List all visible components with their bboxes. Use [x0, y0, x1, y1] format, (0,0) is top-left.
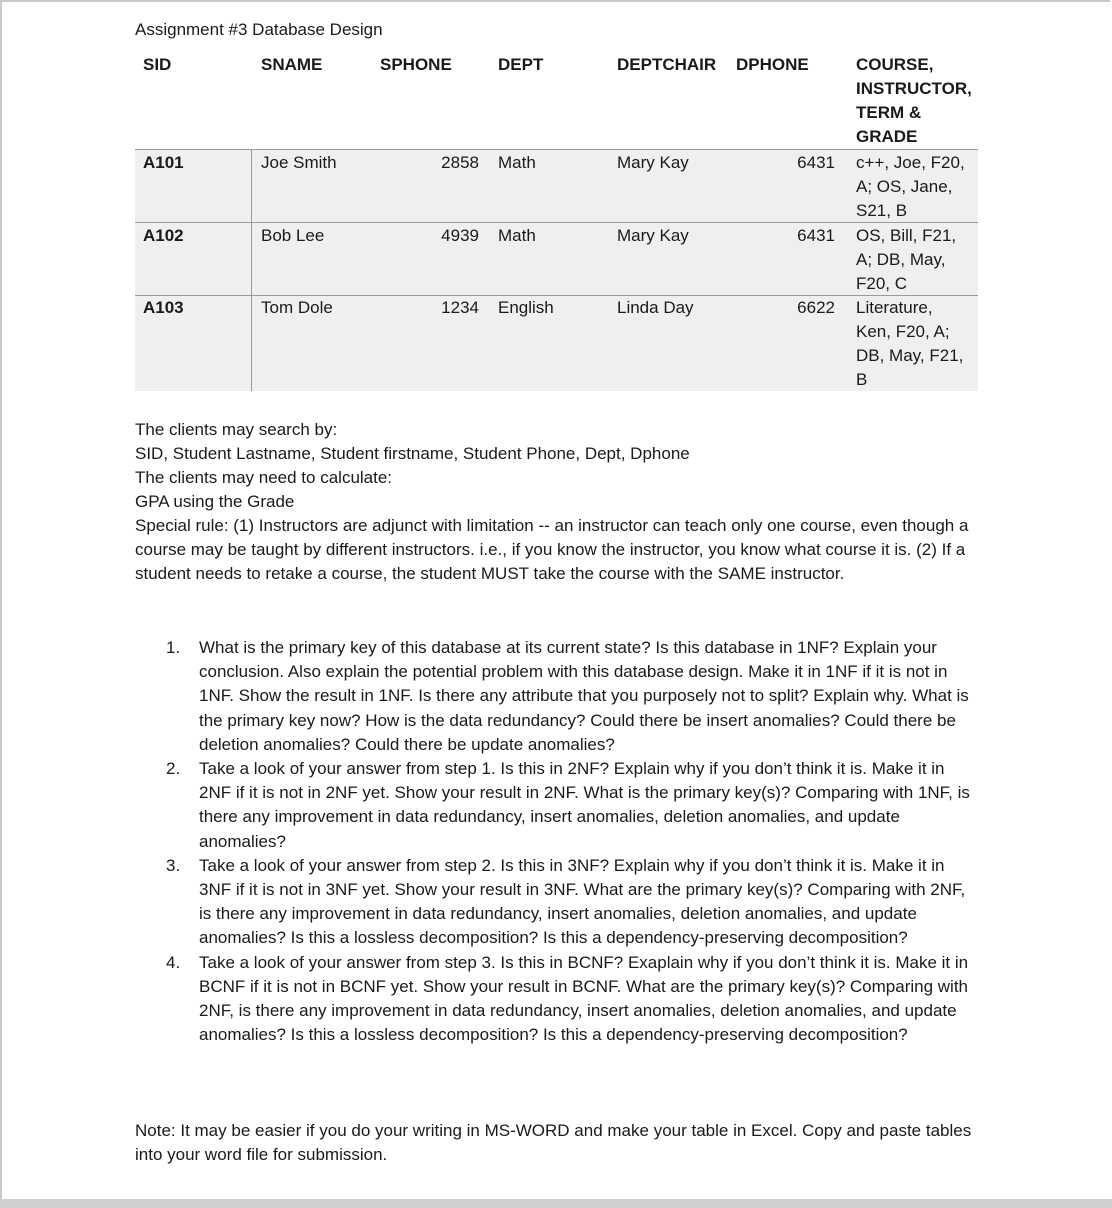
submission-note: Note: It may be easier if you do your writing in MS-WORD and make your table in Excel. Copy and paste tables into your word file for submission. [135, 1121, 972, 1164]
question-text: Take a look of your answer from step 1. Is this in 2NF? Explain why if you don’t think it is. Make it in 2NF if it is not in 2NF yet. Show your result in 2NF. What is the primary key(s)? Comparing with 1NF, is there any improvement in data redundancy, insert anomalies, deletion anomalies, and update anomalies? [199, 759, 970, 851]
course-line: F20, C [856, 274, 908, 293]
question-number: 3. [166, 855, 181, 875]
list-item [135, 854, 975, 951]
course-line: B [856, 370, 868, 389]
course-line: OS, Bill, F21, [856, 226, 957, 245]
row-divider [135, 149, 978, 150]
cell-dphone: 6431 [797, 153, 835, 172]
cell-sname: Tom Dole [261, 298, 333, 317]
search-intro: The clients may search by: [135, 420, 338, 439]
course-line: S21, B [856, 201, 908, 220]
table-body-background [135, 149, 978, 391]
header-sname: SNAME [261, 55, 323, 74]
cell-deptchair: Mary Kay [617, 226, 689, 245]
course-line: Literature, [856, 298, 933, 317]
cell-course [856, 224, 981, 296]
cell-sname: Joe Smith [261, 153, 337, 172]
course-line: c++, Joe, F20, [856, 153, 965, 172]
cell-dphone: 6622 [797, 298, 835, 317]
course-line: DB, May, F21, [856, 346, 964, 365]
header-dept: DEPT [498, 55, 544, 74]
cell-sphone: 4939 [441, 226, 479, 245]
list-item [135, 951, 975, 1048]
cell-deptchair: Linda Day [617, 298, 694, 317]
question-text: Take a look of your answer from step 2. Is this in 3NF? Explain why if you don’t think it is. Make it in 3NF if it is not in 3NF yet. Show your result in 3NF. What are the primary key(s)? Comparing with 2NF, is there any improvement in data redundancy, insert anomalies, deletion anomalies, and update anomalies? Is this a lossless decomposition? Is this a dependency-preserving decomposition? [199, 855, 966, 948]
cell-course [856, 296, 981, 392]
header-course-line: INSTRUCTOR, [856, 79, 972, 98]
cell-dept: Math [498, 153, 536, 172]
cell-dphone: 6431 [797, 226, 835, 245]
header-deptchair: DEPTCHAIR [617, 55, 717, 74]
cell-sname: Bob Lee [261, 226, 325, 245]
header-course-line: TERM & [856, 103, 922, 122]
window-bottom-edge [0, 1199, 1112, 1208]
cell-sphone: 2858 [441, 153, 479, 172]
cell-sid: A101 [143, 153, 184, 172]
header-course-line: GRADE [856, 127, 918, 146]
special-rule: Special rule: (1) Instructors are adjunct with limitation -- an instructor can teach only one course, even though a course may be taught by different instructors. i.e., if you know the instructor, you know what course it is. (2) If a student needs to retake a course, the student MUST take the course with the SAME instructor. [135, 516, 969, 583]
cell-sid: A102 [143, 226, 184, 245]
question-number: 1. [166, 638, 181, 657]
header-course [856, 53, 972, 149]
list-item [135, 757, 975, 854]
course-line: A; DB, May, [856, 250, 946, 269]
header-course-line: COURSE, [856, 55, 934, 74]
calculate-gpa: GPA using the Grade [135, 492, 295, 511]
document-title: Assignment #3 Database Design [135, 20, 383, 39]
header-sphone: SPHONE [380, 55, 452, 74]
cell-dept: English [498, 298, 554, 317]
list-item [135, 636, 975, 757]
question-text: Take a look of your answer from step 3. Is this in BCNF? Exaplain why if you don’t think it is. Make it in BCNF if it is not in BCNF yet. Show your result in BCNF. What are the primary key(s)? Comparing with 2NF, is there any improvement in data redundancy, insert anomalies, deletion anomalies, and update anomalies? Is this a lossless decomposition? Is this a dependency-preserving decomposition? [199, 952, 969, 1045]
header-sid: SID [143, 55, 172, 74]
question-number: 4. [166, 952, 181, 972]
course-line: Ken, F20, A; [856, 322, 950, 341]
question-text: What is the primary key of this database at its current state? Is this database in 1NF? Explain your conclusion. Also explain the potential problem with this database design. Make it in 1NF if it is not in 1NF. Show the result in 1NF. Is there any attribute that you purposely not to split? Explain why. What is the primary key now? How is the data redundancy? Could there be insert anomalies? Could there be deletion anomalies? Could there be update anomalies? [199, 638, 969, 754]
cell-dept: Math [498, 226, 536, 245]
question-number: 2. [166, 759, 181, 779]
cell-sphone: 1234 [441, 298, 479, 317]
cell-deptchair: Mary Kay [617, 153, 689, 172]
calculate-intro: The clients may need to calculate: [135, 468, 393, 487]
row-divider [135, 222, 978, 223]
question-list [135, 636, 975, 1047]
header-dphone: DPHONE [736, 55, 809, 74]
course-line: A; OS, Jane, [856, 177, 953, 196]
cell-course [856, 151, 981, 223]
cell-sid: A103 [143, 298, 184, 317]
search-fields: SID, Student Lastname, Student firstname, Student Phone, Dept, Dphone [135, 444, 690, 463]
column-divider [251, 149, 252, 391]
